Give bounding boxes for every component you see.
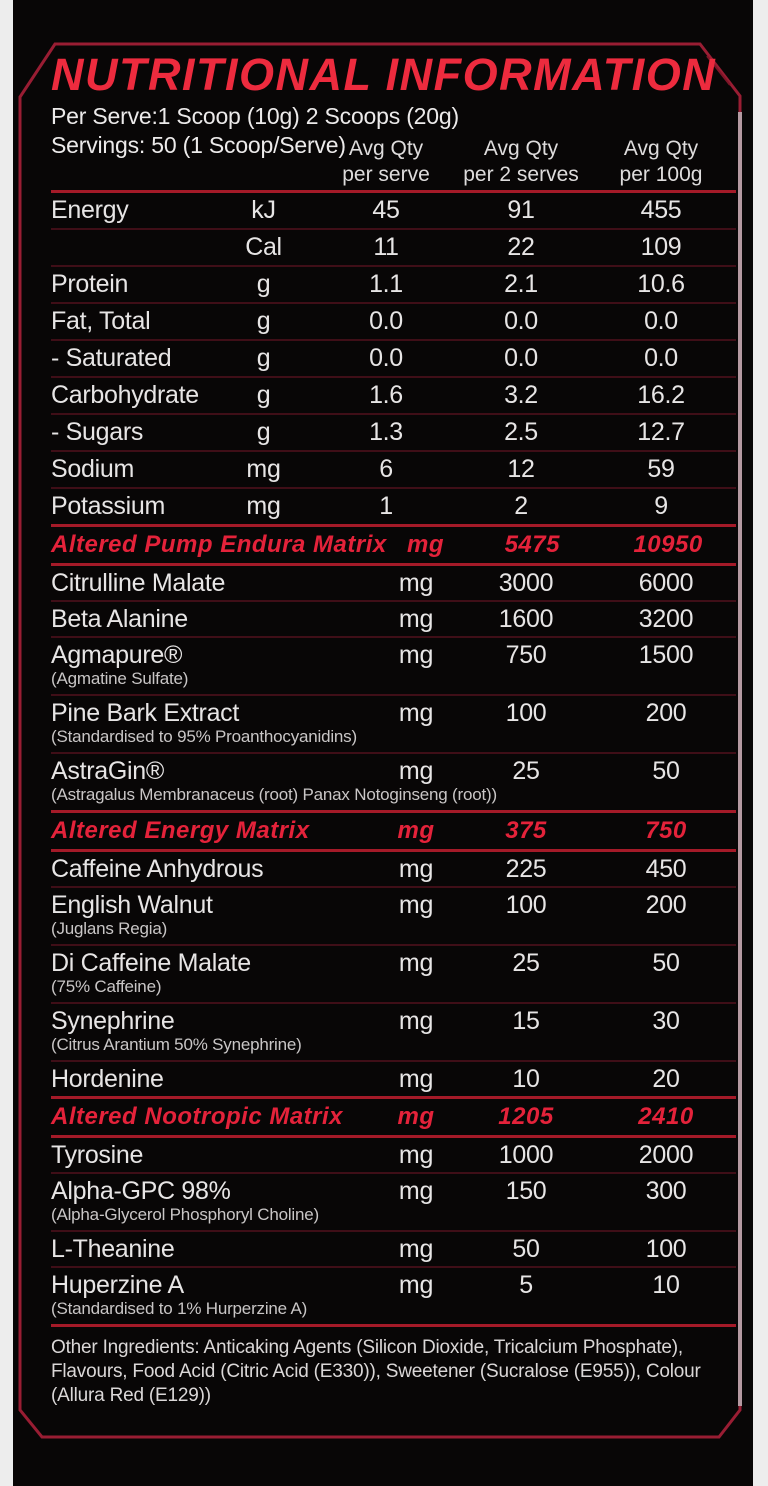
per-100g-value: 455 <box>640 196 682 224</box>
unit-cell: kJ <box>251 196 276 224</box>
value-1: 5 <box>519 1270 533 1299</box>
value-1: 100 <box>505 698 547 727</box>
matrix-total-2: 750 <box>645 817 687 844</box>
table-row <box>51 754 736 810</box>
table-row <box>51 946 736 1004</box>
value-1: 50 <box>512 1234 540 1263</box>
per-100g-value: 0.0 <box>644 344 678 372</box>
per-serve-value: 6 <box>379 455 393 483</box>
unit-cell: g <box>256 307 271 335</box>
unit-cell: mg <box>398 604 434 633</box>
per-serve-value: 1 <box>379 492 393 520</box>
table-row <box>51 1004 736 1062</box>
ingredient-note: (75% Caffeine) <box>51 977 162 996</box>
value-2: 100 <box>645 1234 687 1263</box>
unit-cell: mg <box>246 455 281 483</box>
unit-cell: mg <box>398 1270 434 1299</box>
ingredient-name: Tyrosine <box>51 1140 144 1169</box>
nutrition-label <box>13 0 753 1486</box>
table-row <box>51 489 736 524</box>
value-1: 750 <box>505 640 547 669</box>
per-100g-value: 0.0 <box>644 307 678 335</box>
per-serve-value: 1.3 <box>369 418 403 446</box>
ingredient-name: Hordenine <box>51 1064 164 1093</box>
unit-cell: mg <box>398 640 434 669</box>
per-2-serves-value: 12 <box>507 455 535 483</box>
value-1: 100 <box>505 890 547 919</box>
per-2-serves-value: 2.1 <box>504 270 538 298</box>
per-2-serves-value: 2.5 <box>504 418 538 446</box>
page-title: NUTRITIONAL INFORMATION <box>51 49 717 100</box>
unit-cell: mg <box>398 756 434 785</box>
ingredient-name: Agmapure® <box>51 640 183 669</box>
column-header-text: per 100g <box>619 163 703 186</box>
table-row <box>51 638 736 696</box>
table-row <box>51 1174 736 1232</box>
matrix-header <box>51 813 736 849</box>
matrix-ingredients <box>51 566 736 810</box>
table-row <box>51 888 736 946</box>
matrix-total-2: 10950 <box>633 531 703 558</box>
value-1: 150 <box>505 1176 547 1205</box>
unit-cell: g <box>256 418 271 446</box>
column-header-per-2-serves <box>456 136 586 188</box>
per-serve-value: 1.6 <box>369 381 403 409</box>
value-2: 3200 <box>638 604 694 633</box>
value-2: 10 <box>652 1270 680 1299</box>
column-header-per-serve <box>316 136 456 188</box>
table-row <box>51 696 736 754</box>
column-header-text: Avg Qty <box>483 137 559 160</box>
per-2-serves-value: 0.0 <box>504 344 538 372</box>
ingredient-note: (Juglans Regia) <box>51 919 168 938</box>
unit-cell: g <box>256 381 271 409</box>
unit-cell: mg <box>398 854 434 883</box>
matrix-title: Altered Nootropic Matrix <box>51 1103 344 1130</box>
per-2-serves-value: 22 <box>507 233 535 261</box>
ingredient-name: English Walnut <box>51 890 213 919</box>
unit-cell: mg <box>397 817 435 844</box>
ingredient-note: (Agmatine Sulfate) <box>51 669 189 688</box>
value-2: 50 <box>652 948 680 977</box>
table-row <box>51 341 736 378</box>
ingredient-name: Citrulline Malate <box>51 568 226 597</box>
per-100g-value: 9 <box>654 492 668 520</box>
value-1: 15 <box>512 1006 540 1035</box>
per-100g-value: 16.2 <box>637 381 685 409</box>
value-2: 300 <box>645 1176 687 1205</box>
per-serve-value: 0.0 <box>369 307 403 335</box>
column-header-text: Avg Qty <box>348 137 424 160</box>
per-100g-value: 59 <box>647 455 675 483</box>
unit-cell: mg <box>407 531 445 558</box>
per-serve-value: 11 <box>373 233 399 261</box>
table-row <box>51 452 736 489</box>
ingredient-name: L-Theanine <box>51 1234 175 1263</box>
ingredient-name: Caffeine Anhydrous <box>51 854 264 883</box>
label-content <box>51 49 736 1427</box>
table-row <box>51 852 736 888</box>
matrix-title: Altered Pump Endura Matrix <box>51 531 387 558</box>
section-rule <box>51 1324 736 1327</box>
nutrient-label: Carbohydrate <box>51 381 199 409</box>
per-2-serves-value: 91 <box>507 196 535 224</box>
table-row <box>51 378 736 415</box>
ingredient-name: Alpha-GPC 98% <box>51 1176 231 1205</box>
nutrient-label: - Saturated <box>51 344 172 372</box>
unit-cell: mg <box>398 1176 434 1205</box>
table-row <box>51 304 736 341</box>
value-2: 450 <box>645 854 687 883</box>
per-serve-value: 1.1 <box>369 270 403 298</box>
unit-cell: mg <box>398 698 434 727</box>
unit-cell: mg <box>397 1103 435 1130</box>
ingredient-name: Pine Bark Extract <box>51 698 240 727</box>
nutrients-table <box>51 193 736 524</box>
ingredient-note: (Standardised to 95% Proanthocyanidins) <box>51 727 357 746</box>
value-2: 1500 <box>638 640 694 669</box>
matrix-total-1: 5475 <box>504 531 560 558</box>
column-header-text: per serve <box>342 163 430 186</box>
unit-cell: mg <box>398 568 434 597</box>
table-row <box>51 1268 736 1324</box>
value-2: 200 <box>645 890 687 919</box>
value-2: 6000 <box>638 568 694 597</box>
other-ingredients-text: Other Ingredients: Anticaking Agents (Silicon Dioxide, Tricalcium Phosphate), Flavours, Food Acid (Citric Acid (E330)), Sweetener (Sucralose (E955)), Colour (Allura Red (E129)) <box>51 1337 701 1406</box>
servings-line: Servings: 50 (1 Scoop/Serve) <box>51 132 346 158</box>
unit-cell: g <box>256 270 271 298</box>
unit-cell: mg <box>398 1006 434 1035</box>
matrix-total-1: 1205 <box>498 1103 554 1130</box>
column-header-row <box>51 132 736 190</box>
nutrient-label: - Sugars <box>51 418 144 446</box>
per-100g-value: 12.7 <box>637 418 685 446</box>
matrix-total-1: 375 <box>505 817 547 844</box>
per-2-serves-value: 2 <box>514 492 528 520</box>
value-1: 25 <box>512 948 540 977</box>
value-2: 2000 <box>638 1140 694 1169</box>
matrix-ingredients <box>51 1138 736 1324</box>
value-2: 50 <box>652 756 680 785</box>
unit-cell: Cal <box>245 233 282 261</box>
per-2-serves-value: 0.0 <box>504 307 538 335</box>
matrix-ingredients <box>51 852 736 1096</box>
unit-cell: mg <box>398 948 434 977</box>
table-row <box>51 230 736 267</box>
column-header-per-100g <box>586 136 736 188</box>
matrix-total-2: 2410 <box>638 1103 694 1130</box>
ingredient-note: (Astragalus Membranaceus (root) Panax Notoginseng (root)) <box>51 785 497 804</box>
table-row <box>51 193 736 230</box>
per-serve-line: Per Serve:1 Scoop (10g) 2 Scoops (20g) <box>51 103 459 129</box>
ingredient-note: (Alpha-Glycerol Phosphoryl Choline) <box>51 1205 319 1224</box>
value-1: 25 <box>512 756 540 785</box>
ingredient-name: Huperzine A <box>51 1270 184 1299</box>
nutrient-label: Sodium <box>51 455 134 483</box>
nutrient-label: Protein <box>51 270 129 298</box>
ingredient-note: (Standardised to 1% Hurperzine A) <box>51 1299 308 1318</box>
unit-cell: g <box>256 344 271 372</box>
matrix-header <box>51 527 736 563</box>
unit-cell: mg <box>246 492 281 520</box>
value-2: 200 <box>645 698 687 727</box>
per-100g-value: 10.6 <box>637 270 685 298</box>
table-row <box>51 1232 736 1268</box>
table-row <box>51 267 736 304</box>
ingredient-name: AstraGin® <box>51 756 164 785</box>
value-2: 30 <box>652 1006 680 1035</box>
nutrient-label: Energy <box>51 196 129 224</box>
ingredient-note: (Citrus Arantium 50% Synephrine) <box>51 1035 302 1054</box>
unit-cell: mg <box>398 1064 434 1093</box>
value-2: 20 <box>652 1064 680 1093</box>
unit-cell: mg <box>398 1140 434 1169</box>
per-2-serves-value: 3.2 <box>504 381 538 409</box>
nutrient-label: Fat, Total <box>51 307 151 335</box>
column-header-text: Avg Qty <box>623 137 699 160</box>
value-1: 10 <box>512 1064 540 1093</box>
matrix-title: Altered Energy Matrix <box>51 817 310 844</box>
per-serve-value: 0.0 <box>369 344 403 372</box>
nutrient-label: Potassium <box>51 492 166 520</box>
table-row <box>51 602 736 638</box>
value-1: 1600 <box>498 604 554 633</box>
ingredient-name: Synephrine <box>51 1006 175 1035</box>
unit-cell: mg <box>398 1234 434 1263</box>
ingredient-name: Beta Alanine <box>51 604 188 633</box>
ingredient-name: Di Caffeine Malate <box>51 948 251 977</box>
per-serve-value: 45 <box>372 196 400 224</box>
unit-cell: mg <box>398 890 434 919</box>
table-row <box>51 566 736 602</box>
table-row <box>51 1062 736 1096</box>
per-100g-value: 109 <box>640 233 682 261</box>
value-1: 1000 <box>498 1140 554 1169</box>
table-row <box>51 1138 736 1174</box>
value-1: 225 <box>505 854 547 883</box>
value-1: 3000 <box>498 568 554 597</box>
table-row <box>51 415 736 452</box>
column-header-text: per 2 serves <box>463 163 579 186</box>
matrix-header <box>51 1099 736 1135</box>
